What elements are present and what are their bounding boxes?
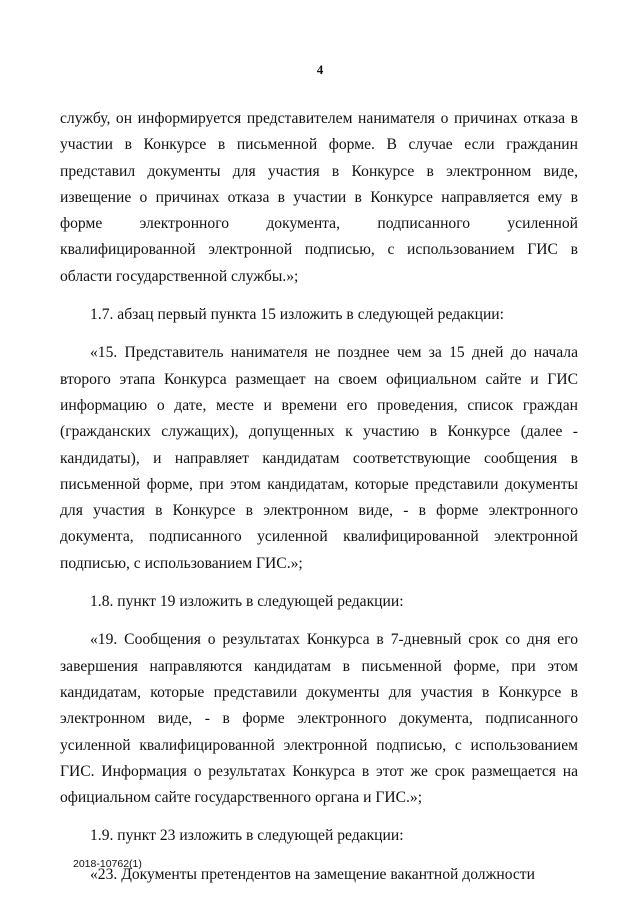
paragraph-item-1-9: 1.9. пункт 23 изложить в следующей редакции: xyxy=(90,827,404,845)
paragraph-clause-23: «23. Документы претендентов на замещение вакантной должности xyxy=(90,865,535,883)
paragraph-continuation: службу, он информируется представителем нанимателя о причинах отказа в участии в Конкурсе в письменной форме. В случае если гражданин представил документы для участия в Конкурсе в электронном виде, извещение о причинах отказа в участии в Конкурсе направляется ему в форме электронного документа, подписанного усиленной квалифицированной электронной подписью, с использованием ГИС в области государственной службы.»; xyxy=(60,110,578,285)
document-code: 2018-10762(1) xyxy=(73,858,142,870)
paragraph-item-1-8: 1.8. пункт 19 изложить в следующей редакции: xyxy=(90,593,404,611)
page-number: 4 xyxy=(316,62,324,77)
paragraph-clause-15: «15. Представитель нанимателя не позднее чем за 15 дней до начала второго этапа Конкурса размещает на своем официальном сайте и ГИС информацию о дате, месте и времени его проведения, список граждан (гражданских служащих), допущенных к участию в Конкурсе (далее - кандидаты), и направляет кандидатам соответствующие сообщения в письменной форме, при этом кандидатам, которые представили документы для участия в Конкурсе в электронном виде, - в форме электронного документа, подписанного усиленной квалифицированной электронной подписью, с использованием ГИС.»; xyxy=(60,344,578,572)
paragraph-item-1-7: 1.7. абзац первый пункта 15 изложить в следующей редакции: xyxy=(90,306,504,324)
paragraph-clause-19: «19. Сообщения о результатах Конкурса в 7-дневный срок со дня его завершения направляются кандидатам в письменной форме, при этом кандидатам, которые представили документы для участия в Конкурсе в электронном виде, - в форме электронного документа, подписанного усиленной квалифицированной электронной подписью, с использованием ГИС. Информация о результатах Конкурса в этот же срок размещается на официальном сайте государственного органа и ГИС.»; xyxy=(60,631,578,807)
document-body xyxy=(60,106,578,888)
